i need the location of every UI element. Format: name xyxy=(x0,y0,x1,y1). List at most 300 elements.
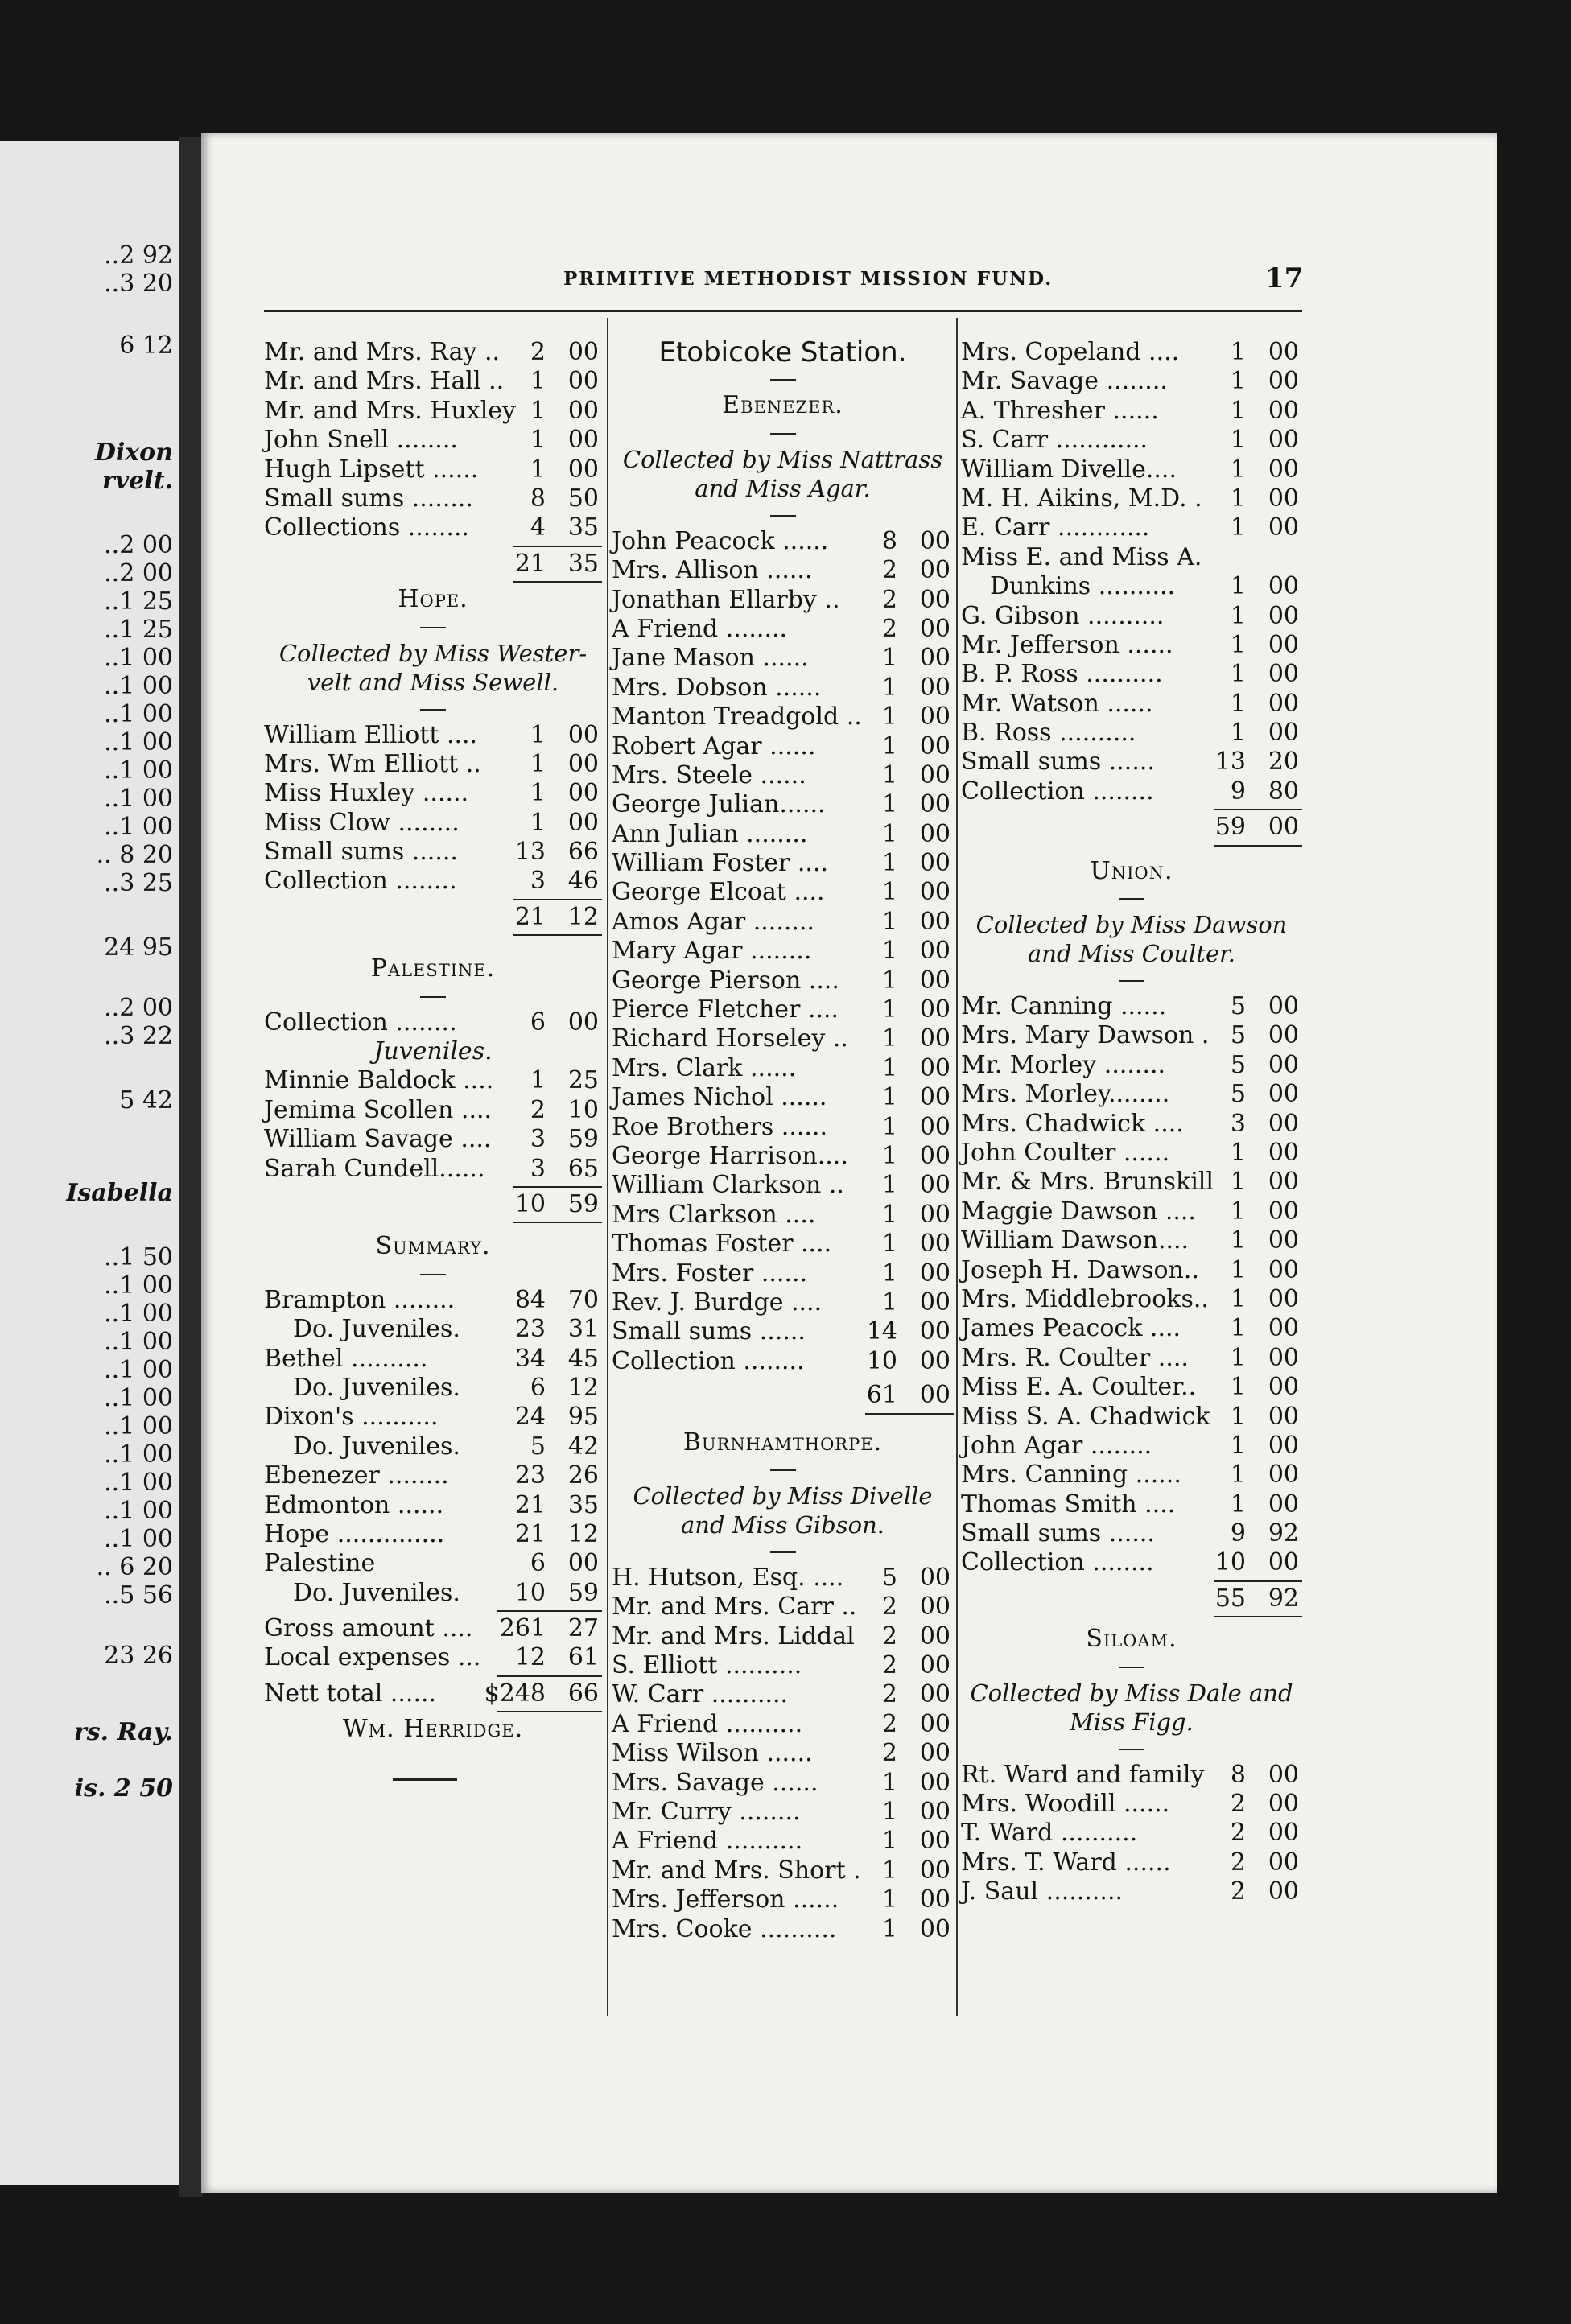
entry-cents: 45 xyxy=(567,1344,599,1373)
dash-separator xyxy=(612,421,954,445)
entry-name: Local expenses ... xyxy=(264,1643,481,1672)
entry-cents: 42 xyxy=(567,1432,599,1461)
section-title-palestine xyxy=(264,954,602,983)
left-page-fragment-text: ..1 00 xyxy=(104,1497,173,1525)
entry-dollars: 5 xyxy=(881,1563,897,1592)
dash-mark xyxy=(961,886,1302,910)
entry-dollars: 8 xyxy=(530,484,546,513)
entry-cents: 00 xyxy=(919,703,950,731)
summary-row xyxy=(264,1432,602,1461)
entry-name: Maggie Dawson .... xyxy=(961,1197,1196,1226)
entry-name: Thomas Smith .... xyxy=(961,1490,1176,1518)
entry-dollars: 2 xyxy=(881,1593,897,1621)
entry-name: Miss E. and Miss A. xyxy=(961,542,1202,571)
subtotal-row xyxy=(961,813,1302,842)
entry-dollars: 1 xyxy=(1230,455,1246,484)
entry-cents: 12 xyxy=(567,902,599,931)
dash-line xyxy=(1119,898,1144,900)
spacer xyxy=(264,1745,602,1762)
total-rule xyxy=(961,843,1302,849)
left-page-fragment-text: ..1 00 xyxy=(104,700,173,728)
entry-name: Roe Brothers ...... xyxy=(612,1112,828,1141)
entry-name: Bethel .......... xyxy=(264,1344,428,1373)
entry-cents: 00 xyxy=(919,644,950,673)
entry-name: Manton Treadgold .. xyxy=(612,703,862,731)
contribution-row xyxy=(961,1314,1302,1343)
contribution-row xyxy=(961,719,1302,748)
entry-dollars: 1 xyxy=(881,644,897,673)
entry-dollars: 1 xyxy=(881,1024,897,1053)
entry-dollars: 1 xyxy=(1230,630,1246,659)
dash-line xyxy=(1119,1667,1144,1668)
left-page-fragment-text: ..1 50 xyxy=(104,1243,173,1271)
entry-cents: 00 xyxy=(567,1549,599,1578)
entry-dollars: 5 xyxy=(530,1432,546,1461)
dash-line xyxy=(770,433,796,435)
entry-cents: 00 xyxy=(919,731,950,760)
rule-line xyxy=(497,1675,602,1677)
entry-cents: 61 xyxy=(567,1643,599,1672)
entry-dollars: 9 xyxy=(1230,777,1246,806)
entry-dollars: 10 xyxy=(1214,1548,1246,1577)
entry-name: B. P. Ross .......... xyxy=(961,660,1163,689)
contribution-row xyxy=(612,1347,954,1376)
contribution-row xyxy=(961,1373,1302,1402)
section-title-palestine-text: Palestine. xyxy=(370,954,496,983)
entry-name: T. Ward .......... xyxy=(961,1819,1138,1848)
left-page-fragment-text: ..1 00 xyxy=(104,785,173,813)
entry-cents: 65 xyxy=(567,1154,599,1183)
entry-dollars: 2 xyxy=(530,1095,546,1124)
entry-name: Gross amount .... xyxy=(264,1614,473,1643)
entry-dollars: 1 xyxy=(1230,1255,1246,1284)
dash-separator xyxy=(612,1457,954,1481)
contribution-row xyxy=(961,367,1302,396)
entry-name: Pierce Fletcher .... xyxy=(612,995,839,1024)
entry-cents: 00 xyxy=(567,338,599,366)
entry-dollars: 2 xyxy=(1230,1848,1246,1877)
contribution-row xyxy=(264,338,602,367)
contribution-row xyxy=(961,690,1302,719)
entry-dollars: 1 xyxy=(881,1914,897,1943)
entry-cents: 00 xyxy=(1268,1848,1299,1877)
entry-name: Mrs. Jefferson ...... xyxy=(612,1885,839,1914)
contribution-row xyxy=(612,761,954,790)
entry-name: Hope .............. xyxy=(264,1519,445,1548)
contribution-row xyxy=(961,1285,1302,1314)
entry-name: William Savage .... xyxy=(264,1125,492,1154)
dash-mark xyxy=(961,968,1302,992)
contribution-row xyxy=(961,1051,1302,1080)
entry-cents: 00 xyxy=(1268,396,1299,425)
left-page-fragment-text: ..1 00 xyxy=(104,1469,173,1497)
entry-cents: 66 xyxy=(567,838,599,867)
section-title-ebenezer-text: Ebenezer. xyxy=(722,391,843,420)
contribution-row xyxy=(264,397,602,426)
entry-cents: 20 xyxy=(1268,748,1299,777)
total-rule xyxy=(264,1184,602,1190)
summary-row xyxy=(264,1374,602,1403)
entry-cents: 00 xyxy=(1268,1197,1299,1226)
entry-dollars: 1 xyxy=(530,396,546,425)
gross-amount-row xyxy=(264,1614,602,1643)
subtotal-row xyxy=(264,903,602,932)
entry-cents: 00 xyxy=(567,749,599,778)
entry-cents: 00 xyxy=(1268,1343,1299,1372)
contribution-row xyxy=(612,1769,954,1798)
entry-name: Richard Horseley .. xyxy=(612,1024,848,1053)
signature-text: Wm. Herridge. xyxy=(342,1715,524,1744)
entry-cents: 00 xyxy=(919,1798,950,1827)
spacer xyxy=(264,1226,602,1232)
dash-separator xyxy=(961,1654,1302,1679)
left-page-fragment-text: ..1 00 xyxy=(104,1384,173,1412)
entry-dollars: 1 xyxy=(1230,367,1246,396)
section-title-hope xyxy=(264,585,602,614)
entry-name: Mrs. Middlebrooks.. xyxy=(961,1284,1209,1313)
contribution-row xyxy=(612,1288,954,1317)
entry-name: Sarah Cundell...... xyxy=(264,1154,485,1183)
entry-cents: 00 xyxy=(919,1680,950,1709)
entry-name: Mr. Canning ...... xyxy=(961,992,1167,1021)
running-header: PRIMITIVE METHODIST MISSION FUND. xyxy=(563,268,1054,290)
contribution-row xyxy=(612,527,954,556)
entry-cents: 46 xyxy=(567,867,599,896)
contribution-row xyxy=(961,748,1302,777)
entry-cents: 00 xyxy=(919,1381,950,1410)
entry-dollars: 1 xyxy=(1230,1138,1246,1167)
entry-cents: 00 xyxy=(919,585,950,614)
entry-cents: 00 xyxy=(919,1053,950,1082)
entry-dollars: 1 xyxy=(881,1112,897,1141)
entry-cents: 70 xyxy=(567,1285,599,1314)
rule-line xyxy=(1214,1580,1302,1582)
entry-name: George Pierson .... xyxy=(612,966,839,995)
summary-row xyxy=(264,1461,602,1490)
contribution-row xyxy=(264,1155,602,1184)
entry-cents: 00 xyxy=(567,779,599,808)
left-page-fragment-text: ..5 56 xyxy=(104,1581,173,1609)
contribution-row xyxy=(961,1548,1302,1577)
entry-cents: 00 xyxy=(919,1739,950,1768)
contribution-row xyxy=(612,1739,954,1768)
entry-name: B. Ross .......... xyxy=(961,719,1136,748)
entry-cents: 00 xyxy=(919,1709,950,1738)
contribution-row xyxy=(612,615,954,644)
collectors-union: Collected by Miss Dawson and Miss Coulter. xyxy=(975,911,1288,968)
entry-cents: 00 xyxy=(919,556,950,585)
entry-dollars: 1 xyxy=(1230,1314,1246,1343)
entry-cents: 00 xyxy=(1268,1168,1299,1197)
entry-name: Amos Agar ........ xyxy=(612,907,815,936)
station-title xyxy=(612,338,954,367)
entry-dollars: 61 xyxy=(866,1381,897,1410)
entry-dollars: 1 xyxy=(530,779,546,808)
section-title-summary-text: Summary. xyxy=(375,1232,491,1261)
section-title-siloam xyxy=(961,1625,1302,1654)
entry-name: Mrs. Morley........ xyxy=(961,1080,1170,1109)
entry-cents: 00 xyxy=(1268,1402,1299,1431)
entry-dollars: 1 xyxy=(1230,1226,1246,1255)
entry-name: John Peacock ...... xyxy=(612,526,829,555)
entry-dollars: 1 xyxy=(530,749,546,778)
entry-name: A Friend .......... xyxy=(612,1709,803,1738)
contribution-row xyxy=(612,1142,954,1171)
entry-cents: 66 xyxy=(567,1679,599,1708)
entry-name: Mr. Savage ........ xyxy=(961,367,1168,396)
contribution-row xyxy=(961,484,1302,513)
entry-dollars: 2 xyxy=(881,614,897,643)
entry-cents: 00 xyxy=(919,1317,950,1346)
entry-cents: 59 xyxy=(567,1578,599,1607)
dash-line xyxy=(770,515,796,517)
left-page-fragment-text: ..3 25 xyxy=(104,869,173,897)
entry-name: Mrs. Cooke .......... xyxy=(612,1914,837,1943)
entry-cents: 00 xyxy=(919,1083,950,1112)
juveniles-label-text: Juveniles. xyxy=(373,1037,493,1066)
entry-cents: 00 xyxy=(1268,1373,1299,1402)
dash-separator xyxy=(612,1539,954,1564)
entry-name: Collection ........ xyxy=(961,777,1154,806)
entry-cents: 00 xyxy=(919,878,950,907)
contribution-row xyxy=(961,1848,1302,1877)
contribution-row xyxy=(961,1432,1302,1461)
entry-dollars: 1 xyxy=(881,966,897,995)
entry-name: Brampton ........ xyxy=(264,1285,456,1314)
contribution-row xyxy=(961,1490,1302,1519)
entry-name: Mrs. Foster ...... xyxy=(612,1259,808,1288)
entry-cents: 00 xyxy=(567,455,599,484)
total-rule xyxy=(961,1613,1302,1620)
entry-name: Mrs. Dobson ...... xyxy=(612,673,822,702)
entry-dollars: 1 xyxy=(1230,484,1246,513)
total-rule xyxy=(264,543,602,550)
contribution-row xyxy=(612,556,954,585)
contribution-row xyxy=(264,367,602,396)
entry-cents: 80 xyxy=(1268,777,1299,806)
left-page-fragment-text: ..2 00 xyxy=(104,559,173,587)
entry-dollars: 59 xyxy=(1214,813,1246,842)
dash-separator xyxy=(961,968,1302,992)
entry-name: Edmonton ...... xyxy=(264,1490,444,1519)
entry-cents: 00 xyxy=(919,1651,950,1680)
entry-cents: 00 xyxy=(919,907,950,936)
entry-dollars: 1 xyxy=(1230,1461,1246,1490)
entry-dollars: 1 xyxy=(530,1066,546,1095)
contribution-row xyxy=(612,674,954,703)
entry-name: Collection ........ xyxy=(264,867,457,896)
entry-dollars: 2 xyxy=(881,585,897,614)
entry-name: William Divelle.... xyxy=(961,455,1177,484)
entry-cents: 00 xyxy=(1268,813,1299,842)
rule-line xyxy=(497,1711,602,1712)
entry-dollars: 1 xyxy=(1230,396,1246,425)
entry-name: Jemima Scollen .... xyxy=(264,1095,493,1124)
entry-cents: 00 xyxy=(1268,1255,1299,1284)
entry-dollars: 1 xyxy=(1230,689,1246,718)
entry-dollars: 13 xyxy=(1214,748,1246,777)
entry-cents: 00 xyxy=(1268,455,1299,484)
entry-dollars: 1 xyxy=(1230,1431,1246,1460)
entry-cents: 27 xyxy=(567,1614,599,1643)
entry-dollars: 6 xyxy=(530,1373,546,1402)
left-page-fragment-text: 23 26 xyxy=(104,1642,173,1670)
entry-cents: 00 xyxy=(1268,630,1299,659)
entry-cents: 00 xyxy=(1268,572,1299,601)
total-rule xyxy=(264,896,602,903)
left-page-fragment-text: ..1 00 xyxy=(104,1271,173,1300)
contribution-row xyxy=(961,631,1302,660)
contribution-row xyxy=(961,1519,1302,1548)
entry-dollars: 1 xyxy=(881,1141,897,1170)
dash-line xyxy=(420,627,446,628)
entry-cents: 59 xyxy=(567,1125,599,1154)
entry-name: Mr. and Mrs. Carr .. xyxy=(612,1593,857,1621)
contribution-row xyxy=(612,1651,954,1680)
entry-cents: 00 xyxy=(1268,1790,1299,1819)
entry-cents: 00 xyxy=(919,819,950,848)
left-page-fragment-text: ..1 00 xyxy=(104,1300,173,1328)
entry-name: Collections ........ xyxy=(264,513,470,542)
entry-dollars: 1 xyxy=(881,790,897,819)
entry-name: Miss Wilson ...... xyxy=(612,1739,813,1768)
contribution-row xyxy=(961,992,1302,1021)
dash-mark xyxy=(961,1654,1302,1679)
entry-cents: 00 xyxy=(567,808,599,837)
entry-dollars: 4 xyxy=(530,513,546,542)
dash-separator xyxy=(264,615,602,639)
contribution-row xyxy=(612,937,954,966)
entry-cents: 00 xyxy=(919,1024,950,1053)
entry-dollars: 3 xyxy=(530,867,546,896)
contribution-row xyxy=(264,1096,602,1125)
total-rule xyxy=(961,806,1302,813)
entry-name: S. Carr ............ xyxy=(961,426,1148,455)
entry-dollars: 10 xyxy=(514,1189,546,1218)
contribution-row xyxy=(612,1680,954,1709)
entry-cents: 12 xyxy=(567,1373,599,1402)
entry-name: George Harrison.... xyxy=(612,1141,848,1170)
entry-cents: 00 xyxy=(919,614,950,643)
left-page-fragment-text: ..2 00 xyxy=(104,531,173,559)
left-page-fragment-text: rs. Ray. xyxy=(73,1718,173,1746)
entry-cents: 35 xyxy=(567,1490,599,1519)
entry-cents: 00 xyxy=(919,937,950,966)
dash-separator xyxy=(264,984,602,1008)
rule-line xyxy=(513,934,602,936)
entry-dollars: 1 xyxy=(881,760,897,789)
contribution-row xyxy=(264,809,602,838)
entry-dollars: 1 xyxy=(881,731,897,760)
entry-cents: 00 xyxy=(919,1259,950,1288)
rule-line xyxy=(497,1610,602,1612)
contribution-row xyxy=(612,1113,954,1142)
left-page-fragment-text: ..3 20 xyxy=(104,270,173,298)
contribution-row xyxy=(961,1790,1302,1819)
entry-dollars: 1 xyxy=(881,1288,897,1317)
section-title-burnhamthorpe xyxy=(612,1428,954,1457)
contribution-row xyxy=(612,586,954,615)
entry-name: Dixon's .......... xyxy=(264,1403,439,1432)
entry-name: Mrs. Canning ...... xyxy=(961,1461,1181,1490)
dash-separator xyxy=(264,1262,602,1286)
dash-mark xyxy=(264,697,602,721)
column-divider-2 xyxy=(956,318,958,2016)
left-page-fragment-text: ..1 00 xyxy=(104,1440,173,1469)
dash-line xyxy=(420,996,446,998)
dash-line xyxy=(770,1469,796,1471)
entry-dollars: 1 xyxy=(881,819,897,848)
entry-dollars: 1 xyxy=(881,1053,897,1082)
entry-name: Mr. & Mrs. Brunskill xyxy=(961,1168,1214,1197)
section-title-ebenezer xyxy=(612,391,954,420)
entry-dollars: 1 xyxy=(881,1200,897,1229)
left-page-fragment-text: ..1 00 xyxy=(104,728,173,756)
contribution-row xyxy=(612,1259,954,1288)
entry-dollars: 23 xyxy=(514,1315,546,1344)
dash-separator xyxy=(612,503,954,527)
closing-rule-line xyxy=(393,1778,457,1781)
column-2 xyxy=(612,338,954,1944)
entry-dollars: 21 xyxy=(514,1490,546,1519)
entry-cents: 00 xyxy=(1268,1021,1299,1050)
entry-dollars: 1 xyxy=(1230,1168,1246,1197)
entry-cents: 00 xyxy=(919,1346,950,1375)
entry-dollars: 2 xyxy=(1230,1790,1246,1819)
entry-cents: 00 xyxy=(1268,1431,1299,1460)
summary-row xyxy=(264,1549,602,1578)
contribution-row xyxy=(612,1054,954,1083)
contribution-row xyxy=(264,721,602,750)
entry-cents: 00 xyxy=(919,1593,950,1621)
rule-line xyxy=(1214,845,1302,847)
entry-name: William Dawson.... xyxy=(961,1226,1190,1255)
entry-name: M. H. Aikins, M.D. . xyxy=(961,484,1202,513)
subtotal-row xyxy=(264,1190,602,1219)
contribution-row xyxy=(961,777,1302,806)
rule-line xyxy=(865,1413,954,1415)
entry-name: William Clarkson .. xyxy=(612,1171,844,1200)
contribution-row xyxy=(264,750,602,779)
entry-name: Mr. and Mrs. Hall .. xyxy=(264,367,505,396)
dash-mark xyxy=(264,615,602,639)
entry-cents: 00 xyxy=(919,1914,950,1943)
spacer xyxy=(264,938,602,954)
contribution-row xyxy=(264,1125,602,1154)
entry-dollars: 1 xyxy=(1230,601,1246,630)
local-expenses-row xyxy=(264,1643,602,1672)
entry-name: Small sums ...... xyxy=(961,748,1155,777)
entry-cents: 00 xyxy=(919,1112,950,1141)
entry-name: Small sums ...... xyxy=(961,1519,1155,1548)
entry-dollars: 6 xyxy=(530,1549,546,1578)
contribution-row xyxy=(612,849,954,878)
dash-mark xyxy=(961,1737,1302,1761)
entry-cents: 00 xyxy=(1268,1109,1299,1138)
rule-line xyxy=(513,581,602,583)
contribution-row xyxy=(961,1021,1302,1050)
entry-name: Dunkins .......... xyxy=(990,572,1176,601)
entry-cents: 00 xyxy=(1268,689,1299,718)
contribution-row xyxy=(612,644,954,673)
contribution-row xyxy=(264,779,602,808)
entry-dollars: 1 xyxy=(1230,513,1246,542)
left-page-fragment-text: ..2 92 xyxy=(104,241,173,270)
dash-mark xyxy=(612,367,954,391)
entry-name: Mrs. R. Coulter .... xyxy=(961,1343,1189,1372)
entry-name: James Peacock .... xyxy=(961,1314,1181,1343)
entry-cents: 00 xyxy=(1268,484,1299,513)
